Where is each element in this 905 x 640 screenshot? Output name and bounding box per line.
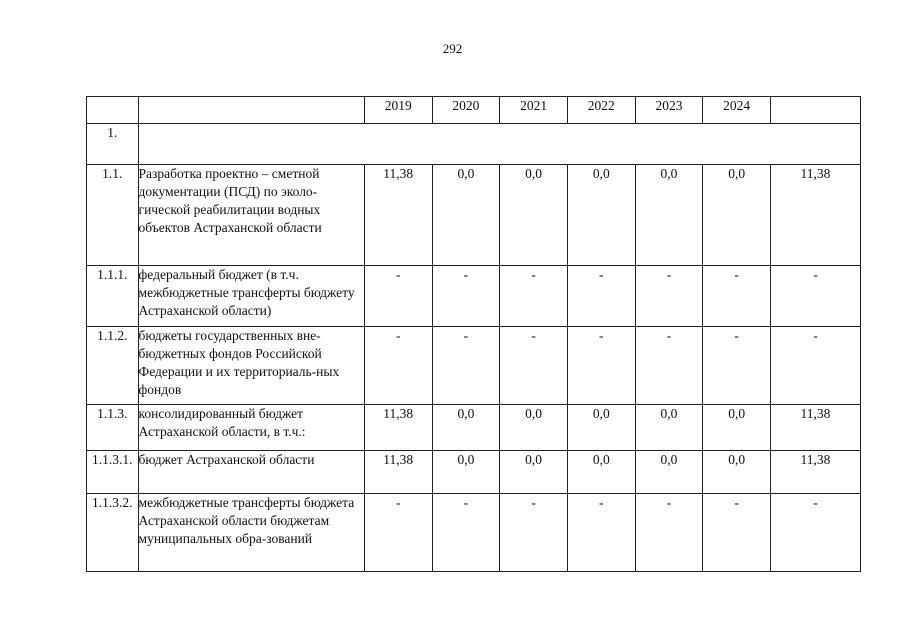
table-row	[87, 165, 861, 266]
value-cell: -	[432, 266, 500, 327]
row-number: 1.	[87, 124, 139, 165]
value-cell: 0,0	[635, 405, 703, 451]
table-row	[87, 266, 861, 327]
value-cell: 0,0	[432, 405, 500, 451]
row-number: 1.1.	[87, 165, 139, 266]
value-cell: -	[703, 266, 771, 327]
value-cell: -	[703, 494, 771, 572]
value-cell: -	[364, 494, 432, 572]
header-year-2021: 2021	[500, 97, 568, 124]
total-cell: -	[770, 494, 860, 572]
row-number: 1.1.3.1.	[87, 451, 139, 494]
header-cell-total	[770, 97, 860, 124]
value-cell: 0,0	[567, 165, 635, 266]
total-cell: 11,38	[770, 165, 860, 266]
table-row	[87, 451, 861, 494]
row-name: бюджет Астраханской области	[138, 451, 364, 494]
value-cell: -	[432, 494, 500, 572]
value-cell: 0,0	[432, 165, 500, 266]
value-cell: 0,0	[500, 165, 568, 266]
section-row	[87, 124, 861, 165]
table-row	[87, 327, 861, 405]
header-cell-name	[138, 97, 364, 124]
value-cell: -	[635, 327, 703, 405]
row-number: 1.1.2.	[87, 327, 139, 405]
table-row	[87, 405, 861, 451]
value-cell: 11,38	[364, 405, 432, 451]
row-name: бюджеты государственных вне-бюджетных фондов Российской Федерации и их территориаль-ных фондов	[138, 327, 364, 405]
section-title-cell	[138, 124, 860, 165]
value-cell: -	[364, 327, 432, 405]
value-cell: 0,0	[703, 165, 771, 266]
row-name: консолидированный бюджет Астраханской области, в т.ч.:	[138, 405, 364, 451]
value-cell: -	[567, 266, 635, 327]
header-year-2022: 2022	[567, 97, 635, 124]
value-cell: 0,0	[635, 165, 703, 266]
value-cell: 0,0	[500, 405, 568, 451]
value-cell: -	[567, 327, 635, 405]
header-year-2020: 2020	[432, 97, 500, 124]
total-cell: 11,38	[770, 405, 860, 451]
total-cell: 11,38	[770, 451, 860, 494]
value-cell: -	[703, 327, 771, 405]
row-name: федеральный бюджет (в т.ч. межбюджетные трансферты бюджету Астраханской области)	[138, 266, 364, 327]
value-cell: 0,0	[635, 451, 703, 494]
value-cell: -	[500, 327, 568, 405]
page-number: 292	[442, 41, 463, 56]
row-name: Разработка проектно – сметной документации (ПСД) по эколо-гической реабилитации водных объектов Астраханской области	[138, 165, 364, 266]
header-cell-num	[87, 97, 139, 124]
value-cell: 0,0	[567, 451, 635, 494]
row-number: 1.1.1.	[87, 266, 139, 327]
value-cell: -	[635, 494, 703, 572]
value-cell: -	[364, 266, 432, 327]
total-cell: -	[770, 266, 860, 327]
value-cell: 0,0	[500, 451, 568, 494]
value-cell: 11,38	[364, 165, 432, 266]
value-cell: -	[567, 494, 635, 572]
header-year-2019: 2019	[364, 97, 432, 124]
header-year-2024: 2024	[703, 97, 771, 124]
value-cell: 0,0	[432, 451, 500, 494]
value-cell: 0,0	[703, 405, 771, 451]
value-cell: -	[500, 494, 568, 572]
value-cell: -	[432, 327, 500, 405]
header-year-2023: 2023	[635, 97, 703, 124]
row-number: 1.1.3.	[87, 405, 139, 451]
value-cell: 0,0	[567, 405, 635, 451]
value-cell: -	[500, 266, 568, 327]
value-cell: -	[635, 266, 703, 327]
table-row	[87, 494, 861, 572]
row-number: 1.1.3.2.	[87, 494, 139, 572]
value-cell: 11,38	[364, 451, 432, 494]
total-cell: -	[770, 327, 860, 405]
row-name: межбюджетные трансферты бюджета Астраханской области бюджетам муниципальных обра-зований	[138, 494, 364, 572]
budget-table	[86, 96, 861, 572]
value-cell: 0,0	[703, 451, 771, 494]
table-header-row	[87, 97, 861, 124]
